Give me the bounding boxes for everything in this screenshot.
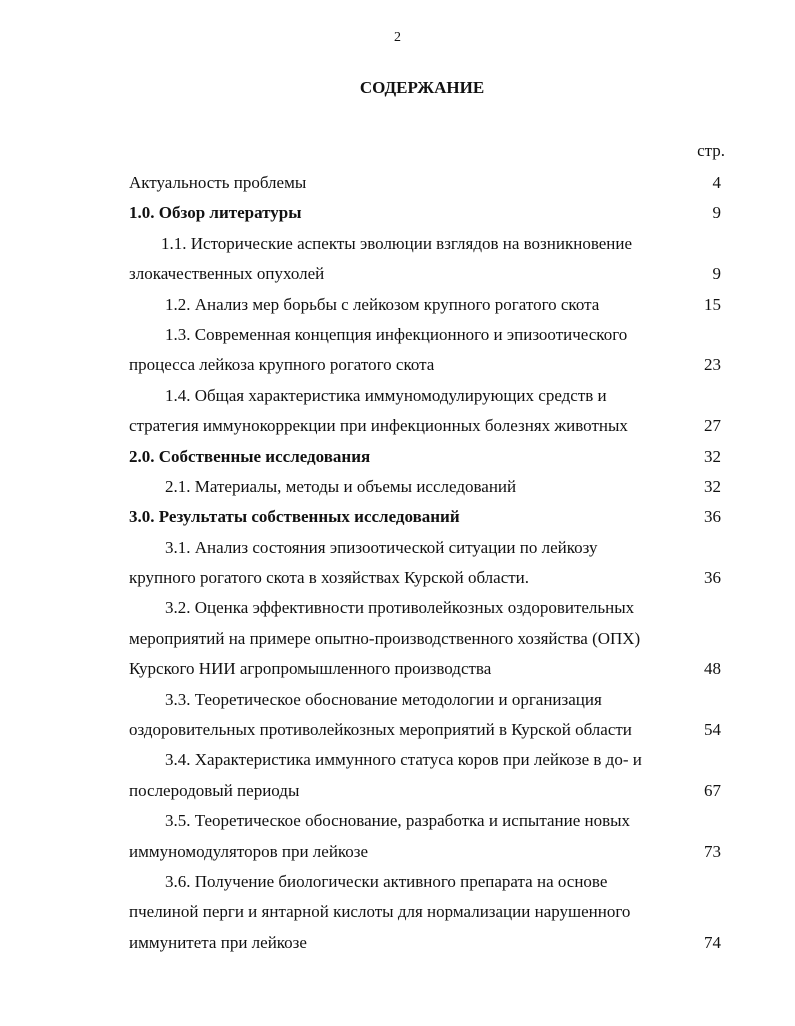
toc-entry-title: иммунитета при лейкозе (129, 932, 307, 952)
toc-entry-title: 1.2. Анализ мер борьбы с лейкозом крупного рогатого скота (165, 294, 600, 314)
toc-entry-continuation (129, 776, 725, 806)
toc-entry-title: мероприятий на примере опытно-производственного хозяйства (ОПХ) (129, 628, 641, 648)
toc-entry (129, 290, 725, 320)
toc-entry (129, 229, 725, 259)
toc-entry-page: 54 (704, 720, 721, 740)
toc-entry-page: 32 (704, 476, 721, 496)
toc-entry-title: стратегия иммунокоррекции при инфекционных болезнях животных (129, 416, 628, 436)
table-of-contents (129, 168, 725, 958)
toc-entry (129, 472, 725, 502)
toc-entry (129, 806, 725, 836)
toc-entry-page: 74 (704, 932, 721, 952)
toc-entry-continuation (129, 411, 725, 441)
toc-entry (129, 168, 725, 198)
toc-entry-page: 9 (712, 203, 721, 223)
toc-entry-title: 2.0. Собственные исследования (129, 446, 371, 466)
toc-entry-title: пчелиной перги и янтарной кислоты для нормализации нарушенного (129, 902, 631, 922)
toc-entry-page: 48 (704, 659, 721, 679)
toc-entry-continuation (129, 563, 725, 593)
toc-entry-title: 3.5. Теоретическое обоснование, разработка и испытание новых (165, 811, 631, 831)
toc-entry (129, 198, 725, 228)
toc-entry (129, 381, 725, 411)
toc-entry-title: 1.0. Обзор литературы (129, 203, 302, 223)
toc-entry (129, 745, 725, 775)
toc-entry-title: 3.3. Теоретическое обоснование методологии и организация (165, 689, 602, 709)
page-column-label: стр. (697, 141, 725, 160)
toc-entry (129, 685, 725, 715)
toc-entry (129, 867, 725, 897)
toc-entry-title: 3.4. Характеристика иммунного статуса коров при лейкозе в до- и (165, 750, 642, 770)
toc-entry-page: 67 (704, 780, 721, 800)
toc-entry-title: злокачественных опухолей (129, 264, 325, 284)
toc-entry-page: 4 (712, 173, 721, 192)
toc-entry-title: послеродовый периоды (129, 780, 300, 800)
toc-entry-title: 3.1. Анализ состояния эпизоотической ситуации по лейкозу (165, 537, 598, 557)
toc-entry-continuation (129, 837, 725, 867)
toc-entry-title: Курского НИИ агропромышленного производства (129, 659, 492, 679)
page-number: 2 (394, 30, 401, 45)
toc-entry-page: 15 (704, 294, 721, 314)
toc-entry-title: крупного рогатого скота в хозяйствах Курской области. (129, 568, 530, 588)
toc-entry-continuation (129, 259, 725, 289)
toc-entry-title: процесса лейкоза крупного рогатого скота (129, 355, 435, 375)
toc-entry (129, 593, 725, 623)
toc-entry-title: оздоровительных противолейкозных мероприятий в Курской области (129, 720, 632, 740)
page-title: СОДЕРЖАНИЕ (359, 78, 485, 97)
toc-entry-page: 36 (704, 507, 721, 527)
toc-entry-page: 36 (704, 568, 721, 588)
toc-entry-continuation (129, 897, 725, 927)
toc-entry (129, 502, 725, 532)
toc-entry-title: 2.1. Материалы, методы и объемы исследований (165, 476, 517, 496)
toc-entry-continuation (129, 350, 725, 380)
toc-entry-continuation (129, 624, 725, 654)
toc-entry-title: 3.2. Оценка эффективности противолейкозных оздоровительных (165, 598, 635, 618)
toc-entry (129, 320, 725, 350)
toc-entry-title: иммуномодуляторов при лейкозе (129, 841, 369, 861)
toc-entry-page: 32 (704, 446, 721, 466)
toc-entry-page: 9 (712, 264, 721, 284)
toc-entry-title: 1.3. Современная концепция инфекционного и эпизоотического (165, 324, 628, 344)
toc-entry-title: 3.0. Результаты собственных исследований (129, 507, 460, 527)
toc-entry-title: Актуальность проблемы (129, 173, 307, 192)
toc-entry-page: 23 (704, 355, 721, 375)
toc-entry-page: 73 (704, 841, 721, 861)
toc-entry-continuation (129, 928, 725, 958)
toc-entry-continuation (129, 654, 725, 684)
toc-entry-title: 3.6. Получение биологически активного препарата на основе (165, 871, 608, 891)
toc-entry (129, 533, 725, 563)
toc-entry-page: 27 (704, 416, 721, 436)
toc-entry-continuation (129, 715, 725, 745)
toc-entry-title: 1.1. Исторические аспекты эволюции взглядов на возникновение (161, 233, 633, 253)
toc-entry-title: 1.4. Общая характеристика иммуномодулирующих средств и (165, 385, 607, 405)
toc-entry (129, 442, 725, 472)
